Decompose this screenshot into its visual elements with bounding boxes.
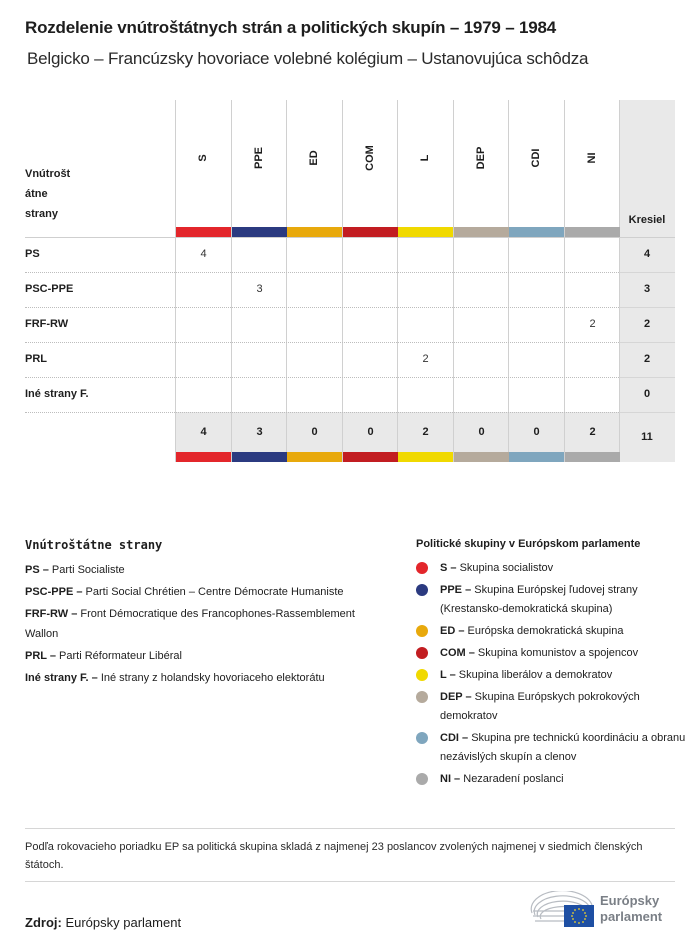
legend-name: Skupina komunistov a spojencov <box>477 647 639 659</box>
grand-total: 11 <box>641 431 653 443</box>
column-total: 0 <box>533 426 540 438</box>
row-party-label: FRF-RW <box>25 318 69 330</box>
table-cell: 2 <box>589 318 596 330</box>
legend-name: Skupina socialistov <box>459 562 554 574</box>
table-cell <box>509 272 564 307</box>
table-cell: 4 <box>200 248 207 260</box>
group-header-ed <box>286 100 341 227</box>
group-color-bar <box>287 227 342 237</box>
column-total: 0 <box>367 426 374 438</box>
table-cell <box>398 272 453 307</box>
group-legend-item <box>416 644 686 663</box>
table-cell <box>176 342 231 377</box>
group-color-bar <box>509 452 564 462</box>
table-cell <box>509 307 564 342</box>
table-cell <box>398 237 453 272</box>
row-header-line: Vnútrošt <box>25 168 71 180</box>
group-color-dot-icon <box>416 562 428 574</box>
page-title: Rozdelenie vnútroštátnych strán a politických skupín – 1979 – 1984 <box>25 18 556 37</box>
legend-name: Skupina Európskych pokrokových demokratov <box>440 691 640 722</box>
national-legend-item <box>25 582 385 602</box>
group-color-bar <box>232 452 287 462</box>
legend-abbr: Iné strany F. – <box>25 672 98 684</box>
national-legend-item <box>25 646 385 666</box>
table-cell <box>565 272 620 307</box>
legend-name: Front Démocratique des Francophones-Rassemblement Wallon <box>25 608 355 640</box>
divider <box>25 828 675 829</box>
group-legend-item <box>416 688 686 726</box>
group-color-bar <box>565 452 620 462</box>
table-cell <box>509 342 564 377</box>
column-total: 2 <box>589 426 596 438</box>
group-header-com <box>342 100 397 227</box>
row-header-line: átne <box>25 188 48 200</box>
hemicycle-flag-icon <box>530 891 596 929</box>
political-groups-legend <box>416 538 686 792</box>
national-legend-item <box>25 604 385 644</box>
national-legend-title: Vnútroštátne strany <box>25 538 163 552</box>
table-cell <box>398 377 453 412</box>
table-cell <box>454 237 509 272</box>
table-cell <box>454 377 509 412</box>
legend-abbr: PRL – <box>25 650 56 662</box>
column-total: 0 <box>311 426 318 438</box>
table-cell <box>565 342 620 377</box>
legend-abbr: PPE – <box>440 584 472 596</box>
legend-abbr: PSC-PPE – <box>25 586 83 598</box>
group-color-bar <box>343 452 398 462</box>
table-cell <box>509 237 564 272</box>
group-header-ni <box>564 100 619 227</box>
group-color-bar <box>454 452 509 462</box>
column-total: 0 <box>478 426 485 438</box>
legend-abbr: FRF-RW – <box>25 608 78 620</box>
row-divider <box>619 412 675 413</box>
group-color-dot-icon <box>416 584 428 596</box>
row-seat-total: 3 <box>643 283 651 295</box>
source-value: Európsky parlament <box>65 915 182 930</box>
national-parties-legend <box>25 538 385 690</box>
group-color-dot-icon <box>416 647 428 659</box>
table-cell <box>343 342 398 377</box>
table-cell <box>509 377 564 412</box>
group-legend-item <box>416 729 686 767</box>
table-cell <box>287 272 342 307</box>
column-total: 4 <box>200 426 207 438</box>
legend-abbr: S – <box>440 562 457 574</box>
table-cell <box>232 307 287 342</box>
page-subtitle: Belgicko – Francúzsky hovoriace volebné kolégium – Ustanovujúca schôdza <box>27 49 589 68</box>
table-cell <box>454 307 509 342</box>
divider <box>25 881 675 882</box>
group-legend-item <box>416 581 686 619</box>
legend-abbr: NI – <box>440 773 461 785</box>
group-color-dot-icon <box>416 691 428 703</box>
group-header-label: PPE <box>252 146 265 170</box>
group-header-ppe <box>231 100 286 227</box>
table-cell <box>232 237 287 272</box>
table-cell <box>176 377 231 412</box>
table-cell <box>343 307 398 342</box>
group-legend-item <box>416 559 686 578</box>
group-header-l <box>397 100 452 227</box>
legend-abbr: L – <box>440 669 456 681</box>
group-color-dot-icon <box>416 773 428 785</box>
legend-name: Skupina liberálov a demokratov <box>458 669 613 681</box>
group-header-dep <box>453 100 508 227</box>
row-seat-total: 2 <box>643 353 651 365</box>
group-color-bar <box>232 227 287 237</box>
group-header-label: L <box>418 154 431 162</box>
table-cell <box>565 237 620 272</box>
column-total: 3 <box>256 426 263 438</box>
table-cell <box>232 342 287 377</box>
legend-abbr: COM – <box>440 647 475 659</box>
row-header-label <box>25 164 175 224</box>
column-total: 2 <box>422 426 429 438</box>
legend-abbr: CDI – <box>440 732 469 744</box>
legend-abbr: PS – <box>25 564 49 576</box>
legend-name: Parti Social Chrétien – Centre Démocrate Humaniste <box>85 586 344 598</box>
row-party-label: PSC-PPE <box>25 283 74 295</box>
national-legend-item <box>25 668 385 688</box>
group-color-bar <box>398 452 453 462</box>
table-cell <box>343 237 398 272</box>
table-cell <box>232 377 287 412</box>
footnote: Podľa rokovacieho poriadku EP sa politická skupina skladá z najmenej 23 poslancov zvolených najmenej v siedmich členských štátoch. <box>25 841 643 871</box>
legend-abbr: DEP – <box>440 691 472 703</box>
legend-name: Nezaradení poslanci <box>463 773 564 785</box>
logo-text <box>600 893 662 925</box>
group-color-bar <box>398 227 453 237</box>
table-cell <box>287 342 342 377</box>
row-party-label: PS <box>25 248 40 260</box>
table-cell <box>454 342 509 377</box>
group-header-s <box>175 100 230 227</box>
legend-name: Iné strany z holandsky hovoriaceho elektorátu <box>100 672 325 684</box>
group-color-bar <box>565 227 620 237</box>
group-header-label: DEP <box>474 146 487 170</box>
table-cell <box>287 307 342 342</box>
row-seat-total: 2 <box>643 318 651 330</box>
legend-name: Európska demokratická skupina <box>467 625 624 637</box>
legend-name: Skupina pre technickú koordináciu a obranu nezávislých skupín a clenov <box>440 732 686 763</box>
groups-legend-title: Politické skupiny v Európskom parlamente <box>416 538 641 550</box>
group-legend-item <box>416 666 686 685</box>
group-header-label: S <box>196 154 209 162</box>
group-color-bar <box>454 227 509 237</box>
table-cell <box>343 377 398 412</box>
group-color-bar <box>176 452 231 462</box>
seats-header: Kresiel <box>628 214 666 226</box>
group-legend-item <box>416 622 686 641</box>
logo-text-line: parlament <box>600 909 663 924</box>
table-cell <box>287 377 342 412</box>
table-cell <box>343 272 398 307</box>
national-legend-item <box>25 560 385 580</box>
group-header-label: NI <box>585 152 598 164</box>
row-party-label: Iné strany F. <box>25 388 89 400</box>
table-cell <box>565 377 620 412</box>
legend-abbr: ED – <box>440 625 465 637</box>
group-color-dot-icon <box>416 669 428 681</box>
table-cell: 3 <box>256 283 263 295</box>
table-cell: 2 <box>422 353 429 365</box>
group-color-bar <box>176 227 231 237</box>
group-color-dot-icon <box>416 732 428 744</box>
row-header-line: strany <box>25 208 59 220</box>
group-legend-item <box>416 770 686 789</box>
table-cell <box>176 272 231 307</box>
group-header-label: CDI <box>529 148 542 168</box>
source-line <box>25 915 181 930</box>
group-color-dot-icon <box>416 625 428 637</box>
legend-name: Skupina Európskej ľudovej strany (Krestansko-demokratická skupina) <box>440 584 638 615</box>
group-header-label: ED <box>307 150 320 166</box>
group-header-label: COM <box>363 145 376 171</box>
row-seat-total: 4 <box>643 248 651 260</box>
legend-name: Parti Réformateur Libéral <box>59 650 182 662</box>
group-color-bar <box>287 452 342 462</box>
row-party-label: PRL <box>25 353 47 365</box>
row-seat-total: 0 <box>643 388 651 400</box>
legend-name: Parti Socialiste <box>51 564 125 576</box>
logo-text-line: Európsky <box>600 893 660 908</box>
table-cell <box>287 237 342 272</box>
group-color-bar <box>343 227 398 237</box>
european-parliament-logo <box>530 891 680 931</box>
group-color-bar <box>509 227 564 237</box>
table-cell <box>176 307 231 342</box>
table-cell <box>398 307 453 342</box>
group-header-cdi <box>508 100 563 227</box>
table-cell <box>454 272 509 307</box>
source-label: Zdroj: <box>25 915 62 930</box>
